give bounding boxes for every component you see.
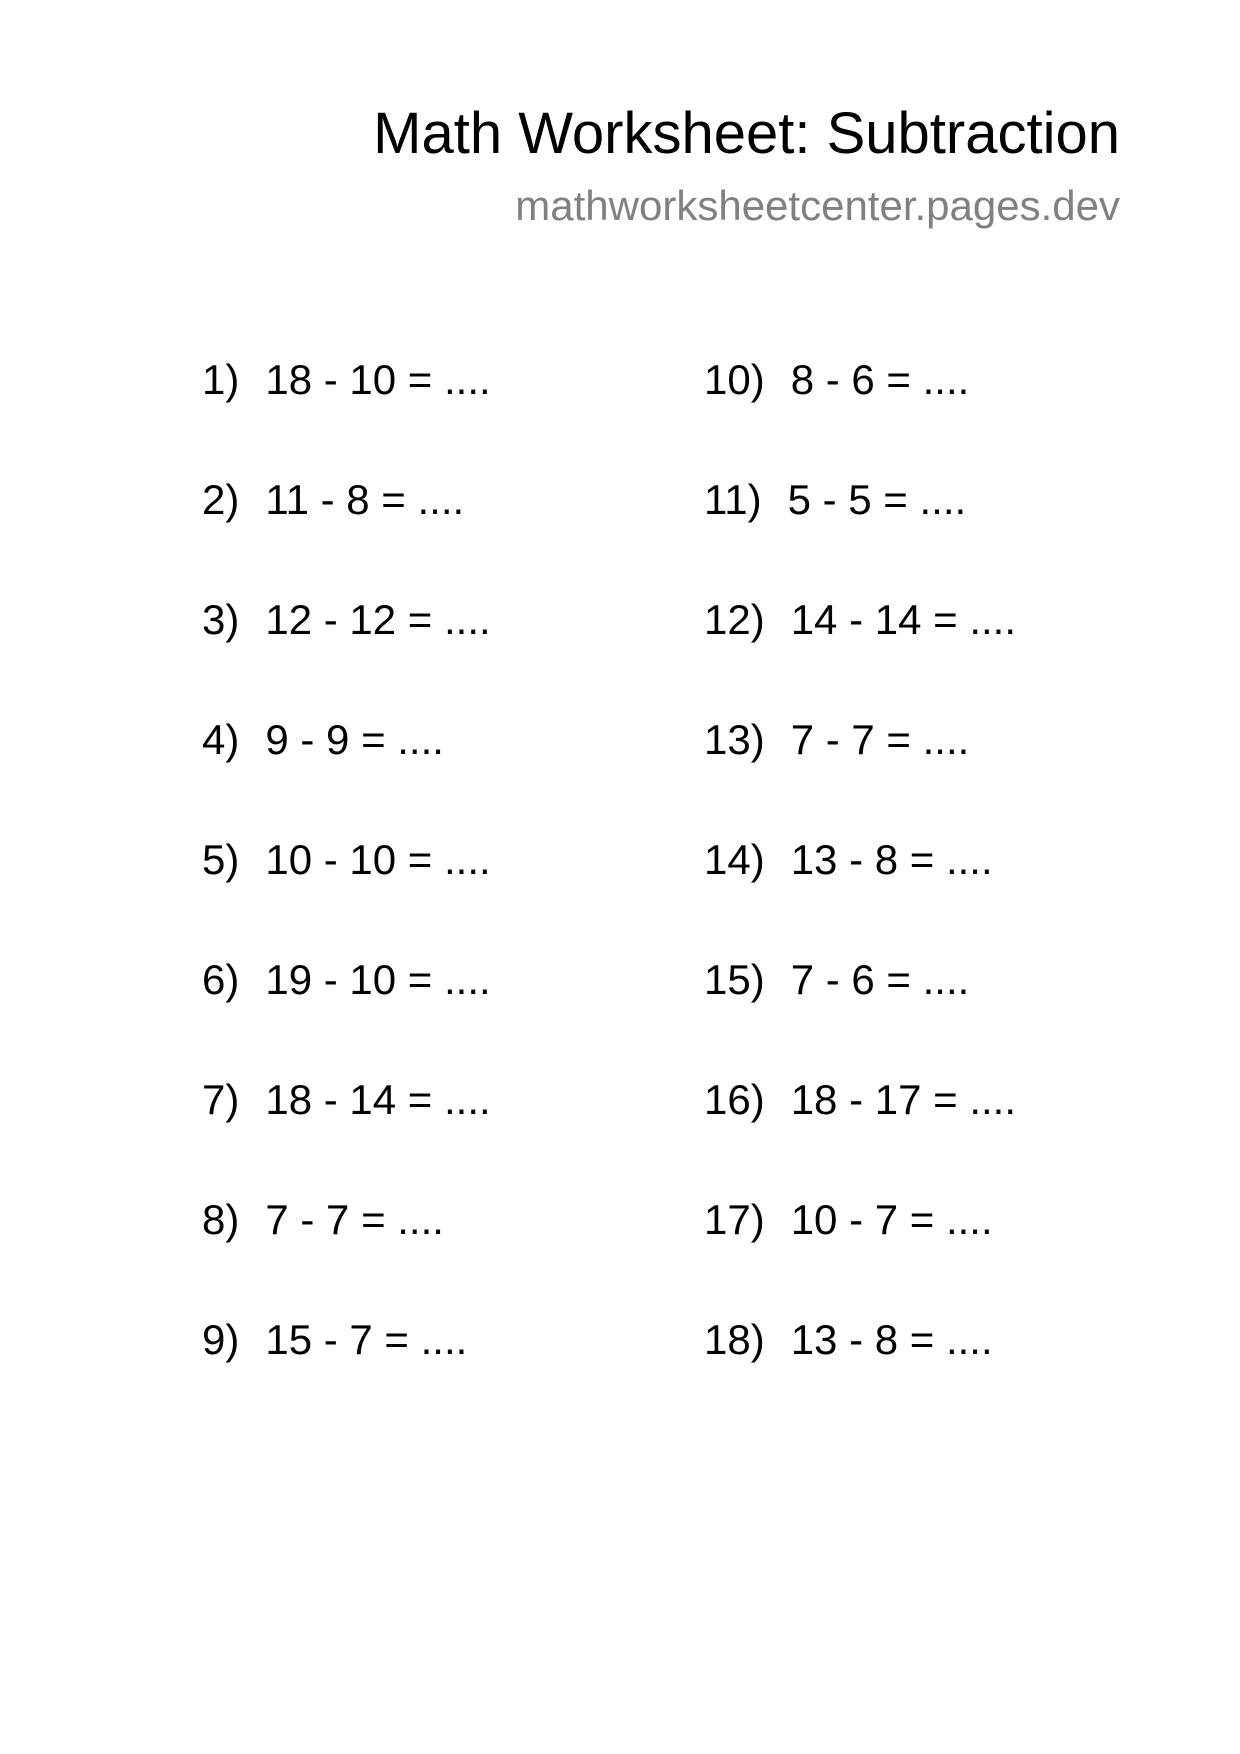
problem-expression: 10 - 10 = .... [265, 836, 491, 883]
website-url: mathworksheetcenter.pages.dev [515, 182, 1120, 229]
problem-expression: 18 - 14 = .... [265, 1076, 491, 1123]
problem-item [202, 350, 491, 470]
problem-item [704, 1070, 1016, 1190]
problem-number: 16) [704, 1076, 765, 1123]
problem-number: 15) [704, 956, 765, 1003]
problem-item [704, 590, 1016, 710]
problem-expression: 8 - 6 = .... [790, 356, 970, 403]
problem-expression: 10 - 7 = .... [790, 1196, 993, 1243]
problem-item [202, 470, 491, 590]
problem-number: 10) [704, 356, 765, 403]
problem-expression: 13 - 8 = .... [790, 1316, 993, 1363]
problem-number: 17) [704, 1196, 765, 1243]
problem-expression: 15 - 7 = .... [265, 1316, 468, 1363]
problem-number: 12) [704, 596, 765, 643]
problem-expression: 7 - 7 = .... [265, 1196, 444, 1243]
problem-column-left [202, 350, 491, 1430]
problem-item [202, 830, 491, 950]
problem-number: 14) [704, 836, 765, 883]
problem-item [202, 590, 491, 710]
problem-expression: 9 - 9 = .... [265, 716, 444, 763]
problem-number: 1) [202, 356, 240, 403]
problem-number: 6) [202, 956, 240, 1003]
problem-item [202, 1310, 491, 1430]
problem-expression: 11 - 8 = .... [265, 476, 465, 523]
problem-item [202, 1070, 491, 1190]
problem-number: 3) [202, 596, 240, 643]
problem-number: 11) [704, 476, 762, 523]
page-title: Math Worksheet: Subtraction [373, 101, 1120, 166]
problem-item [202, 950, 491, 1070]
problem-number: 2) [202, 476, 240, 523]
problem-item [704, 1190, 1016, 1310]
problem-column-right [704, 350, 1016, 1430]
problem-expression: 5 - 5 = .... [787, 476, 967, 523]
problem-number: 7) [202, 1076, 240, 1123]
problem-item [704, 350, 1016, 470]
problem-number: 5) [202, 836, 240, 883]
problem-item [704, 1310, 1016, 1430]
problem-expression: 18 - 10 = .... [265, 356, 491, 403]
problem-expression: 7 - 6 = .... [790, 956, 970, 1003]
problem-number: 8) [202, 1196, 240, 1243]
problem-item [704, 470, 1016, 590]
problem-item [704, 830, 1016, 950]
problem-item [704, 710, 1016, 830]
worksheet-header [373, 98, 1120, 232]
problem-item [202, 710, 491, 830]
problem-item [704, 950, 1016, 1070]
problem-number: 18) [704, 1316, 765, 1363]
problem-expression: 18 - 17 = .... [790, 1076, 1017, 1123]
problem-expression: 13 - 8 = .... [790, 836, 993, 883]
problem-item [202, 1190, 491, 1310]
problem-number: 9) [202, 1316, 240, 1363]
problem-expression: 19 - 10 = .... [265, 956, 491, 1003]
problem-expression: 14 - 14 = .... [790, 596, 1017, 643]
problem-number: 13) [704, 716, 765, 763]
problem-expression: 12 - 12 = .... [265, 596, 491, 643]
problem-expression: 7 - 7 = .... [790, 716, 970, 763]
problem-number: 4) [202, 716, 240, 763]
